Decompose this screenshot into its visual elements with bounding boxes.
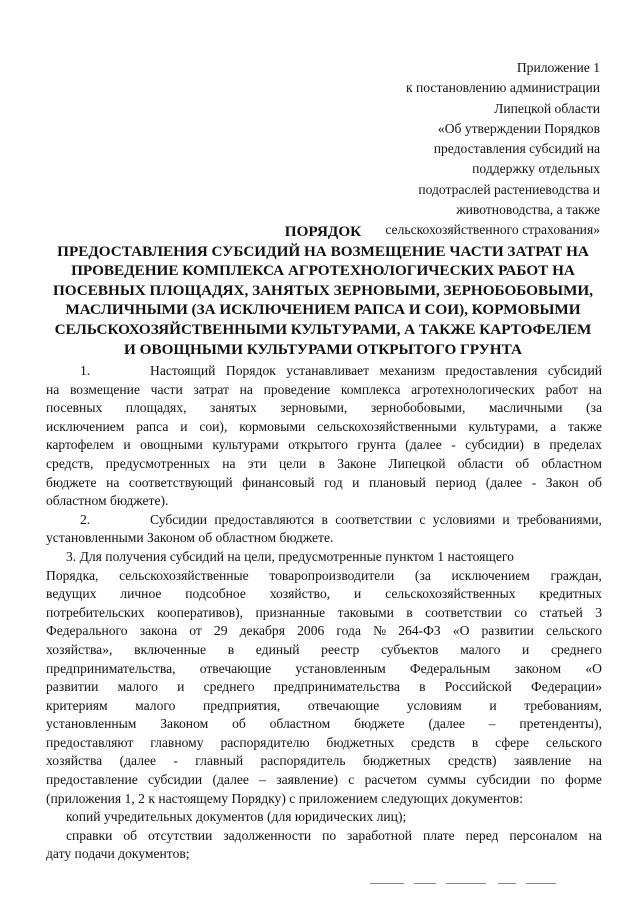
title-line: ПРЕДОСТАВЛЕНИЯ СУБСИДИЙ НА ВОЗМЕЩЕНИЕ ЧАСТИ ЗАТРАТ НА [57,242,589,260]
title-line: МАСЛИЧНЫМИ (ЗА ИСКЛЮЧЕНИЕМ РАПСА И СОИ), КОРМОВЫМИ [65,301,581,319]
document-title [46,222,600,359]
paragraph-number: 1. [80,363,91,378]
body-line: копий учредительных документов (для юридических лиц); [66,809,407,825]
body-line: Федерального закона от 29 декабря 2006 года № 264-ФЗ «О развитии сельского [46,623,602,639]
body-line: средств, предусмотренных на эти цели в Законе Липецкой области об областном [46,455,602,471]
title-line: ПОСЕВНЫХ ПЛОЩАДЯХ, ЗАНЯТЫХ ЗЕРНОВЫМИ, ЗЕРНОБОБОВЫМИ, [52,281,594,299]
body-line: хозяйства (далее - главный распорядитель бюджетных средств) заявление на [46,753,602,769]
body-line: посевных площадях, занятых зерновыми, зернобобовыми, масличными (за [46,400,602,416]
body-line: бюджете на соответствующий финансовый год и плановый период (далее - Закон об [46,474,602,490]
appendix-line: животноводства, а также [456,202,600,218]
appendix-line: «Об утверждении Порядков [437,120,600,136]
document-body [46,362,602,864]
body-line: предоставляют главному распорядителю бюджетных средств в сфере сельского [46,734,602,750]
body-line: на возмещение части затрат на проведение комплекса агротехнологических работ на [46,381,602,397]
body-line: справки об отсутствии задолженности по заработной плате перед персоналом на [66,827,602,843]
paragraph-text: Настоящий Порядок устанавливает механизм предоставления субсидий [150,363,602,378]
appendix-line: сельскохозяйственного страхования» [385,222,600,238]
appendix-line: Липецкой области [494,100,600,116]
appendix-line: предоставления субсидий на [433,141,600,157]
body-line: установленными Законом об областном бюджете. [46,530,334,546]
body-line [46,511,602,530]
body-line: Порядка, сельскохозяйственные товаропроизводители (за исключением граждан, [46,567,602,583]
title-line: СЕЛЬСКОХОЗЯЙСТВЕННЫМИ КУЛЬТУРАМИ, А ТАКЖЕ КАРТОФЕЛЕМ [54,320,592,338]
body-line: дату подачи документов; [46,846,190,862]
body-line: картофелем и овощными культурами открытого грунта (далее - субсидии) в пределах [46,437,602,453]
body-line: критериям малого предприятия, отвечающие условиям и требованиям, [46,697,602,713]
appendix-line: Приложение 1 [516,60,600,75]
body-line: хозяйства», включенные в единый реестр субъектов малого и среднего [46,641,602,657]
appendix-header [300,58,600,241]
scan-marks [370,883,570,887]
body-line [46,362,602,381]
paragraph-number: 2. [80,511,91,527]
body-line: (приложения 1, 2 к настоящему Порядку) с приложением следующих документов: [46,790,523,806]
paragraph-text: Субсидии предоставляются в соответствии с условиями и требованиями, [150,511,602,527]
title-line: ПРОВЕДЕНИЕ КОМПЛЕКСА АГРОТЕХНОЛОГИЧЕСКИХ РАБОТ НА [71,262,575,280]
body-line: 3. Для получения субсидий на цели, предусмотренные пунктом 1 настоящего [66,548,514,564]
appendix-line: поддержку отдельных [472,161,600,177]
body-line: предоставление субсидии (далее – заявление) с расчетом суммы субсидии по форме [46,772,602,788]
body-line: потребительских кооперативов), признанные таковыми в соответствии со статьей 3 [46,604,602,620]
body-line: установленным Законом об областном бюджете (далее – претенденты), [46,716,602,732]
body-line: предпринимательства, отвечающие установленным Федеральным законом «О [46,660,602,676]
appendix-line: к постановлению администрации [406,80,600,96]
appendix-line: подотраслей растениеводства и [418,181,600,197]
body-line: ведущих личное подсобное хозяйство, и сельскохозяйственных кредитных [46,586,602,602]
body-line: исключением рапса и сои), кормовыми сельскохозяйственными культурами, а также [46,418,602,434]
title-line: ПОРЯДОК [284,223,362,240]
body-line: областном бюджете). [46,493,169,509]
title-line: И ОВОЩНЫМИ КУЛЬТУРАМИ ОТКРЫТОГО ГРУНТА [124,340,522,358]
body-line: развитии малого и среднего предпринимательства в Российской Федерации» [46,679,602,695]
